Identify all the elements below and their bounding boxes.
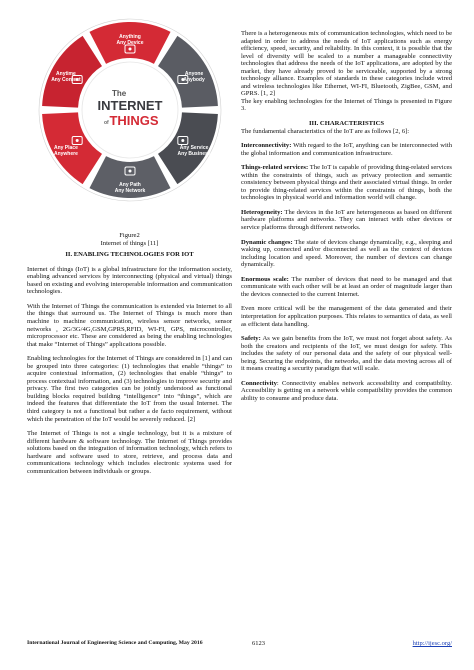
segment-label: Any Place Anywhere <box>53 145 78 157</box>
characteristic-enormous-scale <box>241 276 452 299</box>
characteristic-text: The state of devices change dynamically, e.g., sleeping and waking up, connected and/or disconnected as well as the context of devices including location and speed. Moreover, the number of devices can change dynamically. <box>241 238 452 269</box>
characteristic-text: : Connectivity enables network accessibility and compatibility. Accessibility is getting on a network while compatibility provides the common ability to consume and produce data. <box>241 379 452 402</box>
characteristic-text: As we gain benefits from the IoT, we must not forget about safety. As both the creators and recipients of the IoT, we must design for safety. This includes the safety of our personal data and the safety of our physical well-being. Securing the endpoints, the networks, and the data moving across all of it means creating a security paradigm that will scale. <box>241 335 452 373</box>
center-the: The <box>112 89 127 98</box>
left-paragraph-1: Internet of things (IoT) is a global infrastructure for the information society, enabling advanced services by interconnecting (physical and virtual) things based on existing and evolving interoperable information and communication technologies. <box>27 265 232 296</box>
segment-label: Anytime Any Context <box>51 71 81 83</box>
characteristic-label: Safety: <box>241 335 261 343</box>
characteristic-connectivity <box>241 380 452 403</box>
right-intro-paragraph: There is a heterogeneous mix of communication technologies, which need to be adapted in order to address the needs of IoT applications such as energy efficiency, speed, security, and reliability. In this context, it is possible that the level of diversity will be scaled to a number a manageable connectivity technologies that address the needs of the IoT applications, are adopted by the market, they have already proved to be serviceable, supported by a strong technology alliance. Examples of standards in these categories include wired and wireless technologies like Ethernet, WI-FI, Bluetooth, ZigBee, GSM, and GPRS. [1, 2] The key enabling technologies for the Internet of Things is presented in Figure 3. <box>241 30 452 113</box>
center-things: THINGS <box>109 113 159 128</box>
segment-label: Anyone Anybody <box>183 71 205 83</box>
characteristic-label: Enormous scale: <box>241 275 289 283</box>
figure-caption-text: Internet of things [11] <box>100 239 159 247</box>
characteristic-text: With regard to the IoT, anything can be interconnected with the global information and communication infrastructure. <box>241 142 452 157</box>
characteristic-text: Even more critical will be the management of the data generated and their interpretation for application purposes. This relates to semantics of data, as well as efficient data handling. <box>241 305 452 328</box>
characteristic-text: The number of devices that need to be managed and that communicate with each other will be at least an order of magnitude larger than the devices connected to the current Internet. <box>241 275 452 298</box>
figure-caption-number: Figure2 <box>119 232 140 239</box>
characteristic-label: Dynamic changes: <box>241 238 293 246</box>
characteristic-label: Interconnectivity: <box>241 142 292 150</box>
characteristic-label: Things-related services: <box>241 164 309 172</box>
characteristic-text: The IoT is capable of providing thing-related services within the constraints of things, such as privacy protection and semantic consistency between physical things and their associated virtual things. In order to provide thing-related services within the constraints of things, both the technologies in physical world and information world will change. <box>241 164 452 202</box>
characteristic-label: Heterogeneity: <box>241 208 283 216</box>
characteristic-text: The devices in the IoT are heterogeneous as based on different hardware platforms and networks. They can interact with other devices or service platforms through different networks. <box>241 208 452 232</box>
left-column <box>27 232 232 482</box>
center-internet: INTERNET <box>97 98 163 113</box>
left-paragraph-4: The Internet of Things is not a single technology, but it is a mixture of different hardware & software technology. The Internet of Things provides solutions based on the integration of information technology, which refers to hardware and software used to store, retrieve, and process data and communications technology which includes electronic systems used for communication between individuals or groups. <box>27 430 232 475</box>
journal-name: International Journal of Engineering Science and Computing, May 2016 <box>27 640 203 646</box>
data-management-paragraph <box>241 305 452 328</box>
characteristic-label: Connectivity <box>241 379 277 387</box>
characteristic-interconnectivity <box>241 142 452 157</box>
characteristic-things-related-services <box>241 164 452 202</box>
page-number: 6123 <box>252 640 265 647</box>
characteristic-dynamic-changes <box>241 239 452 269</box>
section-heading-enabling-technologies: II. ENABLING TECHNOLOGIES FOR IOT <box>65 251 194 259</box>
right-column <box>241 30 452 409</box>
center-of: of <box>104 120 109 126</box>
segment-label: Anything Any Device <box>116 34 144 46</box>
segment-label: Any Service Any Business <box>177 145 211 157</box>
characteristics-intro: The fundamental characteristics of the IoT are as follows [2, 6]: <box>241 127 410 135</box>
iot-wheel-diagram <box>27 14 232 202</box>
left-paragraph-2: With the Internet of Things the communication is extended via Internet to all the things that surround us. The Internet of Things is much more than machine to machine communication, wireless sensor networks, sensor networks , 2G/3G/4G,GSM,GPRS,RFID, WI-FI, GPS, microcontroller, microprocessor etc. These are considered as being the enabling technologies that make “Internet of Things” applications possible. <box>27 302 232 348</box>
left-paragraph-3: Enabling technologies for the Internet of Things are considered in [1] and can be grouped into three categories: (1) technologies that enable “things” to acquire contextual information, (2) technologies that enable “things” to process contextual information, and (3) technologies to improve security and privacy. The first two categories can be jointly understood as functional building blocks required building “intelligence” into “things”, which are indeed the features that differentiate the IoT from the usual Internet. The third category is not a functional but rather a de facto requirement, without which the penetration of the IoT would be severely reduced. [2] <box>27 355 232 423</box>
characteristic-safety <box>241 335 452 373</box>
journal-link[interactable]: http://ijesc.org/ <box>412 640 452 647</box>
characteristic-heterogeneity <box>241 209 452 232</box>
section-heading-characteristics: III. CHARACTERISTICS <box>308 120 385 128</box>
iot-figure <box>27 14 232 202</box>
segment-label: Any Path Any Network <box>114 182 146 194</box>
